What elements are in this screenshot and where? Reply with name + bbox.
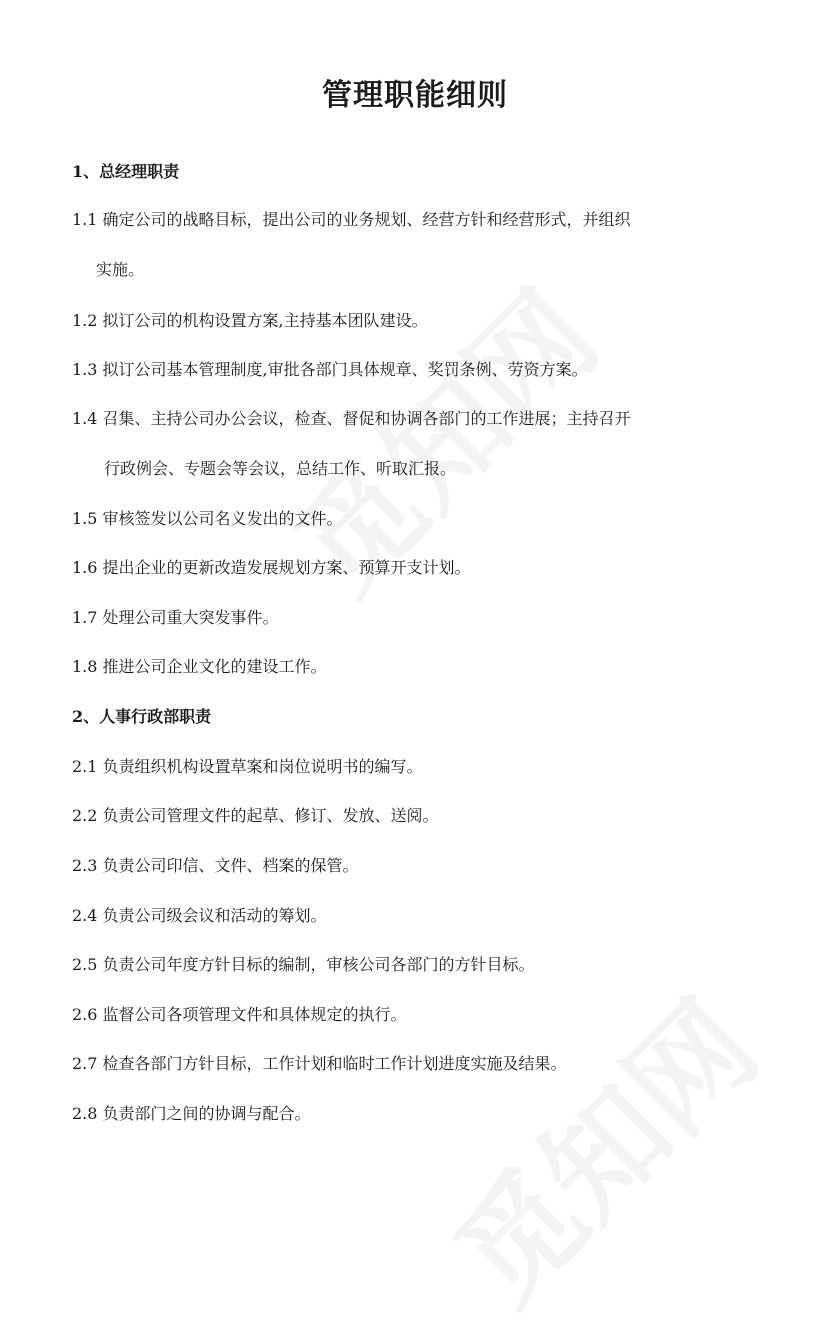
list-item: 2.7 检查各部门方针目标，工作计划和临时工作计划进度实施及结果。: [72, 1054, 567, 1073]
list-item: 2.2 负责公司管理文件的起草、修订、发放、送阅。: [72, 806, 439, 825]
list-item: 1.6 提出企业的更新改造发展规划方案、预算开支计划。: [72, 558, 471, 577]
list-item-continuation: 行政例会、专题会等会议，总结工作、听取汇报。: [104, 459, 457, 478]
list-item-continuation: 实施。: [96, 260, 145, 279]
list-item: 2.1 负责组织机构设置草案和岗位说明书的编写。: [72, 757, 423, 776]
list-item: 1.2 拟订公司的机构设置方案,主持基本团队建设。: [72, 311, 428, 330]
list-item: 1.4 召集、主持公司办公会议，检查、督促和协调各部门的工作进展；主持召开: [72, 409, 631, 428]
list-item: 1.5 审核签发以公司名义发出的文件。: [72, 509, 343, 528]
section-heading: 2、人事行政部职责: [72, 707, 212, 726]
list-item: 2.4 负责公司级会议和活动的筹划。: [72, 906, 327, 925]
page-title: 管理职能细则: [322, 78, 508, 113]
list-item: 2.6 监督公司各项管理文件和具体规定的执行。: [72, 1005, 407, 1024]
list-item: 1.3 拟订公司基本管理制度,审批各部门具体规章、奖罚条例、劳资方案。: [72, 360, 588, 379]
list-item: 2.5 负责公司年度方针目标的编制，审核公司各部门的方针目标。: [72, 955, 535, 974]
list-item: 1.1 确定公司的战略目标，提出公司的业务规划、经营方针和经营形式，并组织: [72, 210, 631, 229]
list-item: 1.7 处理公司重大突发事件。: [72, 608, 279, 627]
watermark: [412, 958, 788, 1334]
list-item: 1.8 推进公司企业文化的建设工作。: [72, 657, 327, 676]
list-item: 2.3 负责公司印信、文件、档案的保管。: [72, 856, 359, 875]
section-heading: 1、总经理职责: [72, 162, 180, 181]
list-item: 2.8 负责部门之间的协调与配合。: [72, 1104, 311, 1123]
